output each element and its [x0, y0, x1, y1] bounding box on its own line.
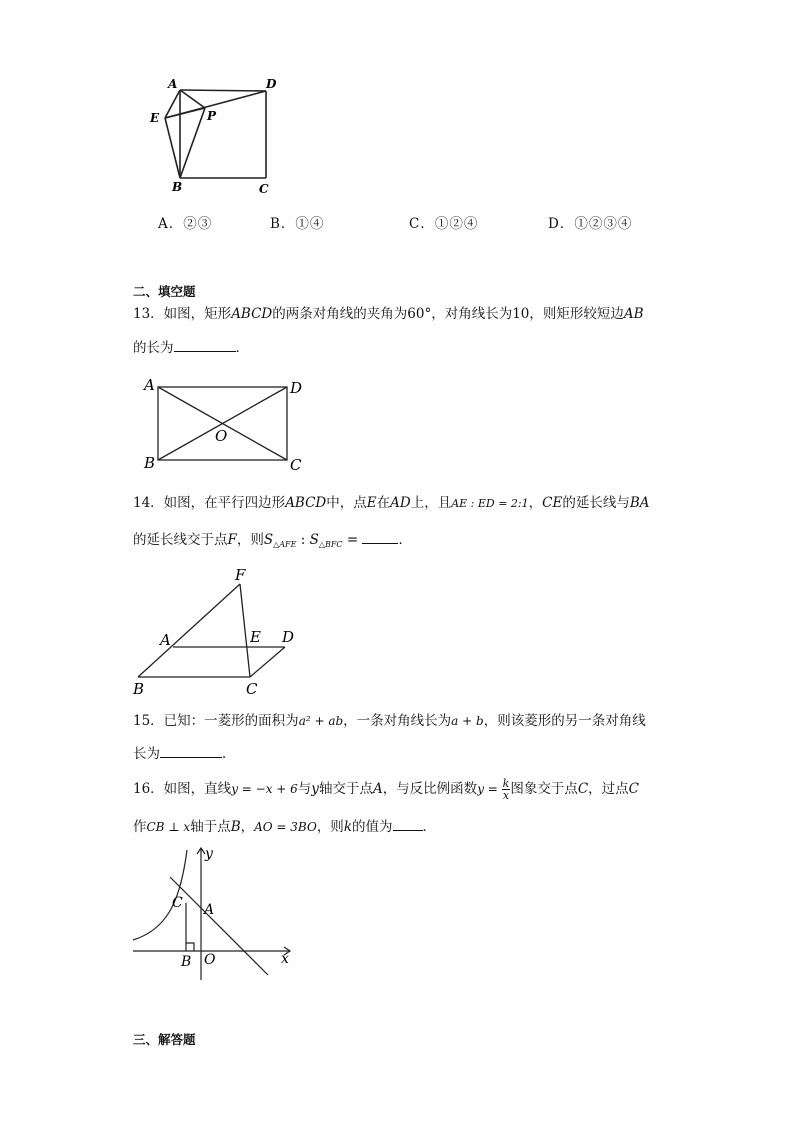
q14-line2: 的延长线交于点F，则$S_{\triangle AFE}$ : $S_{\triangle BFC}$ = ．	[133, 529, 412, 555]
q13-line2: 的长为 ．	[133, 337, 249, 358]
q14-label-a: A	[160, 631, 171, 649]
q14-label-c: C	[246, 680, 258, 698]
q13-label-d: D	[290, 379, 303, 397]
section-title-answer: 三、解答题	[133, 1032, 196, 1047]
q12-option-c: C．①②④	[409, 216, 479, 232]
q16-answer-blank[interactable]	[393, 816, 423, 831]
q15-line1: 15．已知：一菱形的面积为a² + ab，一条对角线长为a + b，则该菱形的另一条对角线	[133, 713, 646, 729]
q14-line1: 14．如图，在平行四边形ABCD中，点E在AD上，且AE : ED = 2:1，CE的延长线与BA	[133, 495, 650, 511]
q15-answer-blank[interactable]	[160, 743, 222, 758]
q16-label-a: A	[204, 902, 215, 918]
q12-label-p: P	[207, 109, 217, 123]
section-title-fill-in: 二、填空题	[133, 284, 196, 299]
q16-label-y: y	[205, 846, 213, 862]
q12-label-d: D	[266, 77, 277, 91]
q13-label-a: A	[144, 376, 155, 394]
q16-fraction: $\frac{k}{x}$	[502, 777, 510, 802]
q16-line2: 作CB ⊥ x轴于点B，AO = 3BO，则k的值为 ．	[133, 816, 436, 837]
q12-label-a: A	[168, 77, 178, 91]
q14-answer-blank[interactable]	[362, 529, 398, 544]
q12-option-b: B．①④	[270, 216, 325, 232]
q16-hyperbola	[133, 850, 187, 940]
q13-label-o: O	[215, 427, 228, 445]
q12-label-c: C	[259, 182, 269, 196]
q12-label-e: E	[150, 111, 160, 125]
q16-line1: 16．如图，直线y = −x + 6与y轴交于点A，与反比例函数y = $\frac{k}{x}$ 图象交于点C，过点C	[133, 777, 640, 802]
q14-label-d: D	[282, 628, 295, 646]
q13-line1: 13．如图，矩形ABCD的两条对角线的夹角为60°，对角线长为10，则矩形较短边AB	[133, 306, 644, 322]
q12-label-b: B	[172, 180, 183, 194]
q16-label-b: B	[181, 954, 192, 970]
q16-label-c: C	[172, 895, 183, 911]
q12-option-d: D．①②③④	[548, 216, 633, 232]
q14-label-b: B	[133, 680, 145, 698]
q14-label-e: E	[250, 628, 261, 646]
q13-label-b: B	[144, 454, 156, 472]
q16-right-angle	[186, 943, 194, 951]
q14-label-f: F	[235, 566, 246, 584]
q16-label-x: x	[281, 951, 289, 967]
q16-label-o: O	[204, 952, 216, 968]
q13-answer-blank[interactable]	[174, 337, 236, 352]
q15-line2: 长为 ．	[133, 743, 236, 764]
q12-option-a: A．②③	[158, 216, 213, 232]
q16-line	[170, 877, 268, 975]
q13-label-c: C	[290, 456, 302, 474]
